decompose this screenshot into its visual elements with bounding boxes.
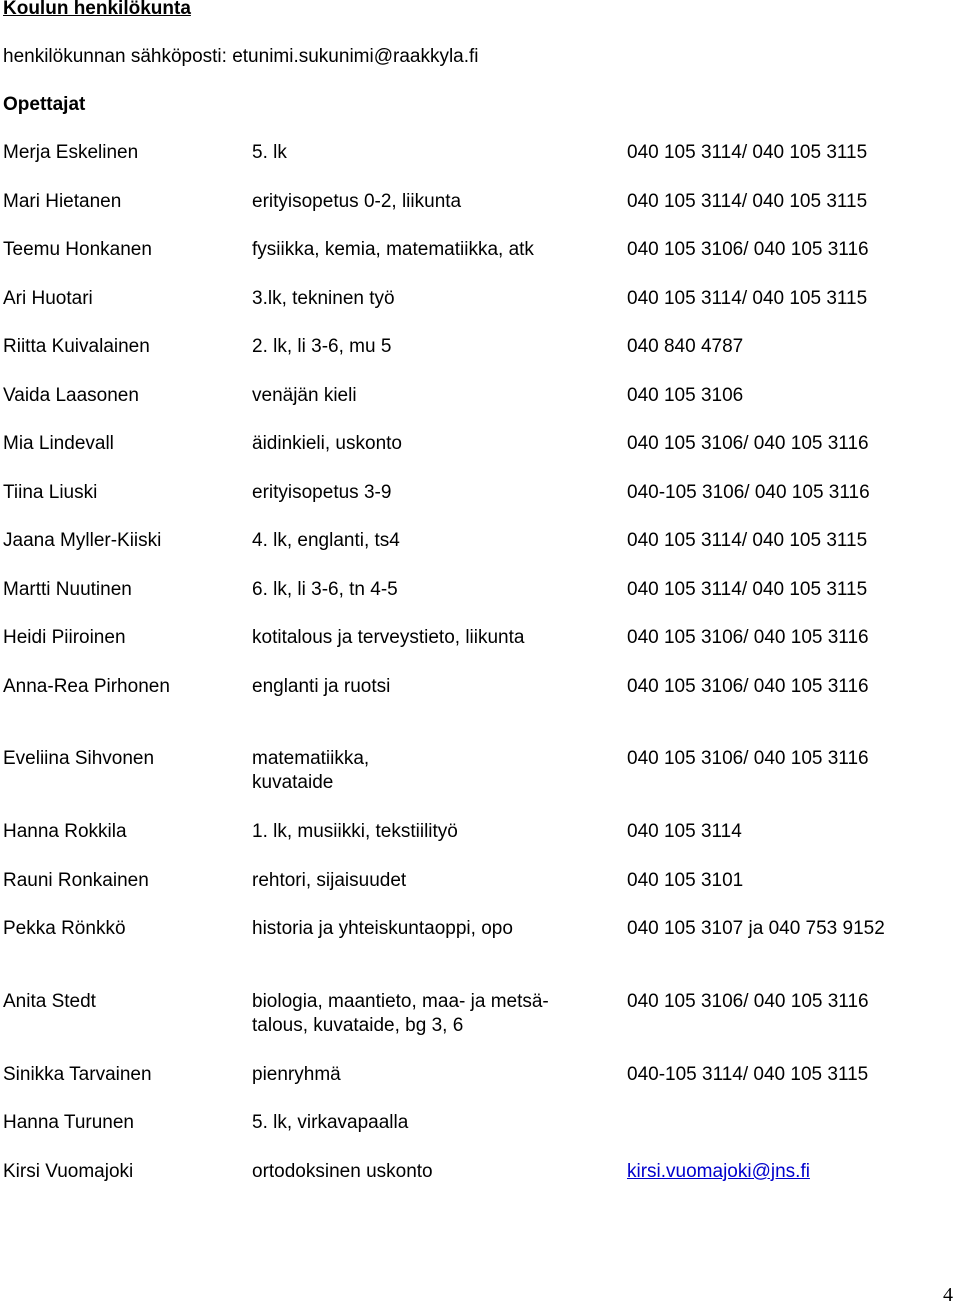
staff-subject-line: kuvataide <box>252 772 334 793</box>
staff-phone: 040 105 3106/ 040 105 3116 <box>627 239 869 260</box>
staff-row <box>0 384 960 434</box>
staff-name: Mari Hietanen <box>3 191 122 212</box>
staff-subject: erityisopetus 3-9 <box>252 482 392 503</box>
staff-row <box>0 578 960 628</box>
staff-phone: 040-105 3106/ 040 105 3116 <box>627 482 870 503</box>
staff-row <box>0 529 960 579</box>
staff-subject <box>252 747 592 795</box>
staff-subject <box>252 990 592 1038</box>
staff-name: Heidi Piiroinen <box>3 627 126 648</box>
staff-email-note: henkilökunnan sähköposti: etunimi.sukunimi@raakkyla.fi <box>3 46 479 67</box>
staff-phone: 040 105 3106/ 040 105 3116 <box>627 433 869 454</box>
staff-subject: pienryhmä <box>252 1064 341 1085</box>
section-title-teachers: Opettajat <box>3 94 86 115</box>
staff-phone: 040 105 3114 <box>627 821 742 842</box>
staff-subject: äidinkieli, uskonto <box>252 433 402 454</box>
staff-subject-line: biologia, maantieto, maa- ja metsä- <box>252 991 549 1012</box>
staff-phone: 040 105 3106 <box>627 385 744 406</box>
staff-name: Tiina Liuski <box>3 482 98 503</box>
staff-name: Anna-Rea Pirhonen <box>3 676 170 697</box>
staff-subject: englanti ja ruotsi <box>252 676 391 697</box>
staff-phone: 040 105 3106/ 040 105 3116 <box>627 748 869 769</box>
staff-subject: venäjän kieli <box>252 385 357 406</box>
staff-phone: 040 840 4787 <box>627 336 744 357</box>
staff-name: Pekka Rönkkö <box>3 918 126 939</box>
staff-phone: 040 105 3114/ 040 105 3115 <box>627 288 868 309</box>
staff-subject: erityisopetus 0-2, liikunta <box>252 191 462 212</box>
staff-subject-line: talous, kuvataide, bg 3, 6 <box>252 1015 464 1036</box>
staff-subject: rehtori, sijaisuudet <box>252 870 407 891</box>
page-number: 4 <box>943 1284 953 1306</box>
staff-row <box>0 1063 960 1113</box>
staff-phone: 040 105 3106/ 040 105 3116 <box>627 991 869 1012</box>
staff-phone: 040 105 3114/ 040 105 3115 <box>627 530 868 551</box>
staff-phone: 040 105 3114/ 040 105 3115 <box>627 191 868 212</box>
staff-row <box>0 990 960 1040</box>
staff-name: Hanna Turunen <box>3 1112 134 1133</box>
staff-row <box>0 432 960 482</box>
staff-name: Ari Huotari <box>3 288 93 309</box>
staff-phone: 040-105 3114/ 040 105 3115 <box>627 1064 869 1085</box>
staff-row <box>0 238 960 288</box>
staff-subject: 3.lk, tekninen työ <box>252 288 395 309</box>
staff-row <box>0 820 960 870</box>
staff-subject: 1. lk, musiikki, tekstiilityö <box>252 821 458 842</box>
staff-phone: 040 105 3106/ 040 105 3116 <box>627 627 869 648</box>
staff-name: Martti Nuutinen <box>3 579 132 600</box>
staff-name: Mia Lindevall <box>3 433 114 454</box>
staff-subject: 5. lk, virkavapaalla <box>252 1112 409 1133</box>
staff-phone: 040 105 3101 <box>627 870 744 891</box>
staff-subject: 4. lk, englanti, ts4 <box>252 530 400 551</box>
staff-name: Sinikka Tarvainen <box>3 1064 152 1085</box>
staff-subject-line: matematiikka, <box>252 748 370 769</box>
staff-row <box>0 190 960 240</box>
staff-row <box>0 1160 960 1210</box>
page-title: Koulun henkilökunta <box>3 0 191 19</box>
staff-row <box>0 675 960 725</box>
staff-name: Teemu Honkanen <box>3 239 152 260</box>
staff-row <box>0 869 960 919</box>
staff-name: Merja Eskelinen <box>3 142 139 163</box>
staff-name: Hanna Rokkila <box>3 821 127 842</box>
staff-row <box>0 335 960 385</box>
staff-subject: ortodoksinen uskonto <box>252 1161 433 1182</box>
staff-phone: 040 105 3114/ 040 105 3115 <box>627 142 868 163</box>
staff-subject: kotitalous ja terveystieto, liikunta <box>252 627 525 648</box>
staff-subject: 6. lk, li 3-6, tn 4-5 <box>252 579 398 600</box>
staff-row <box>0 747 960 797</box>
staff-row <box>0 141 960 191</box>
staff-name: Vaida Laasonen <box>3 385 139 406</box>
staff-phone: 040 105 3106/ 040 105 3116 <box>627 676 869 697</box>
staff-subject: 5. lk <box>252 142 287 163</box>
staff-name: Riitta Kuivalainen <box>3 336 150 357</box>
staff-row <box>0 917 960 967</box>
staff-name: Jaana Myller-Kiiski <box>3 530 162 551</box>
staff-subject: 2. lk, li 3-6, mu 5 <box>252 336 392 357</box>
staff-row <box>0 481 960 531</box>
staff-email-link[interactable]: kirsi.vuomajoki@jns.fi <box>627 1161 810 1182</box>
staff-name: Anita Stedt <box>3 991 96 1012</box>
staff-name: Eveliina Sihvonen <box>3 748 155 769</box>
staff-phone: 040 105 3114/ 040 105 3115 <box>627 579 868 600</box>
staff-name: Kirsi Vuomajoki <box>3 1161 134 1182</box>
staff-row <box>0 287 960 337</box>
staff-subject: historia ja yhteiskuntaoppi, opo <box>252 918 513 939</box>
staff-row <box>0 1111 960 1161</box>
staff-name: Rauni Ronkainen <box>3 870 149 891</box>
staff-row <box>0 626 960 676</box>
staff-subject: fysiikka, kemia, matematiikka, atk <box>252 239 534 260</box>
staff-phone: 040 105 3107 ja 040 753 9152 <box>627 918 885 939</box>
